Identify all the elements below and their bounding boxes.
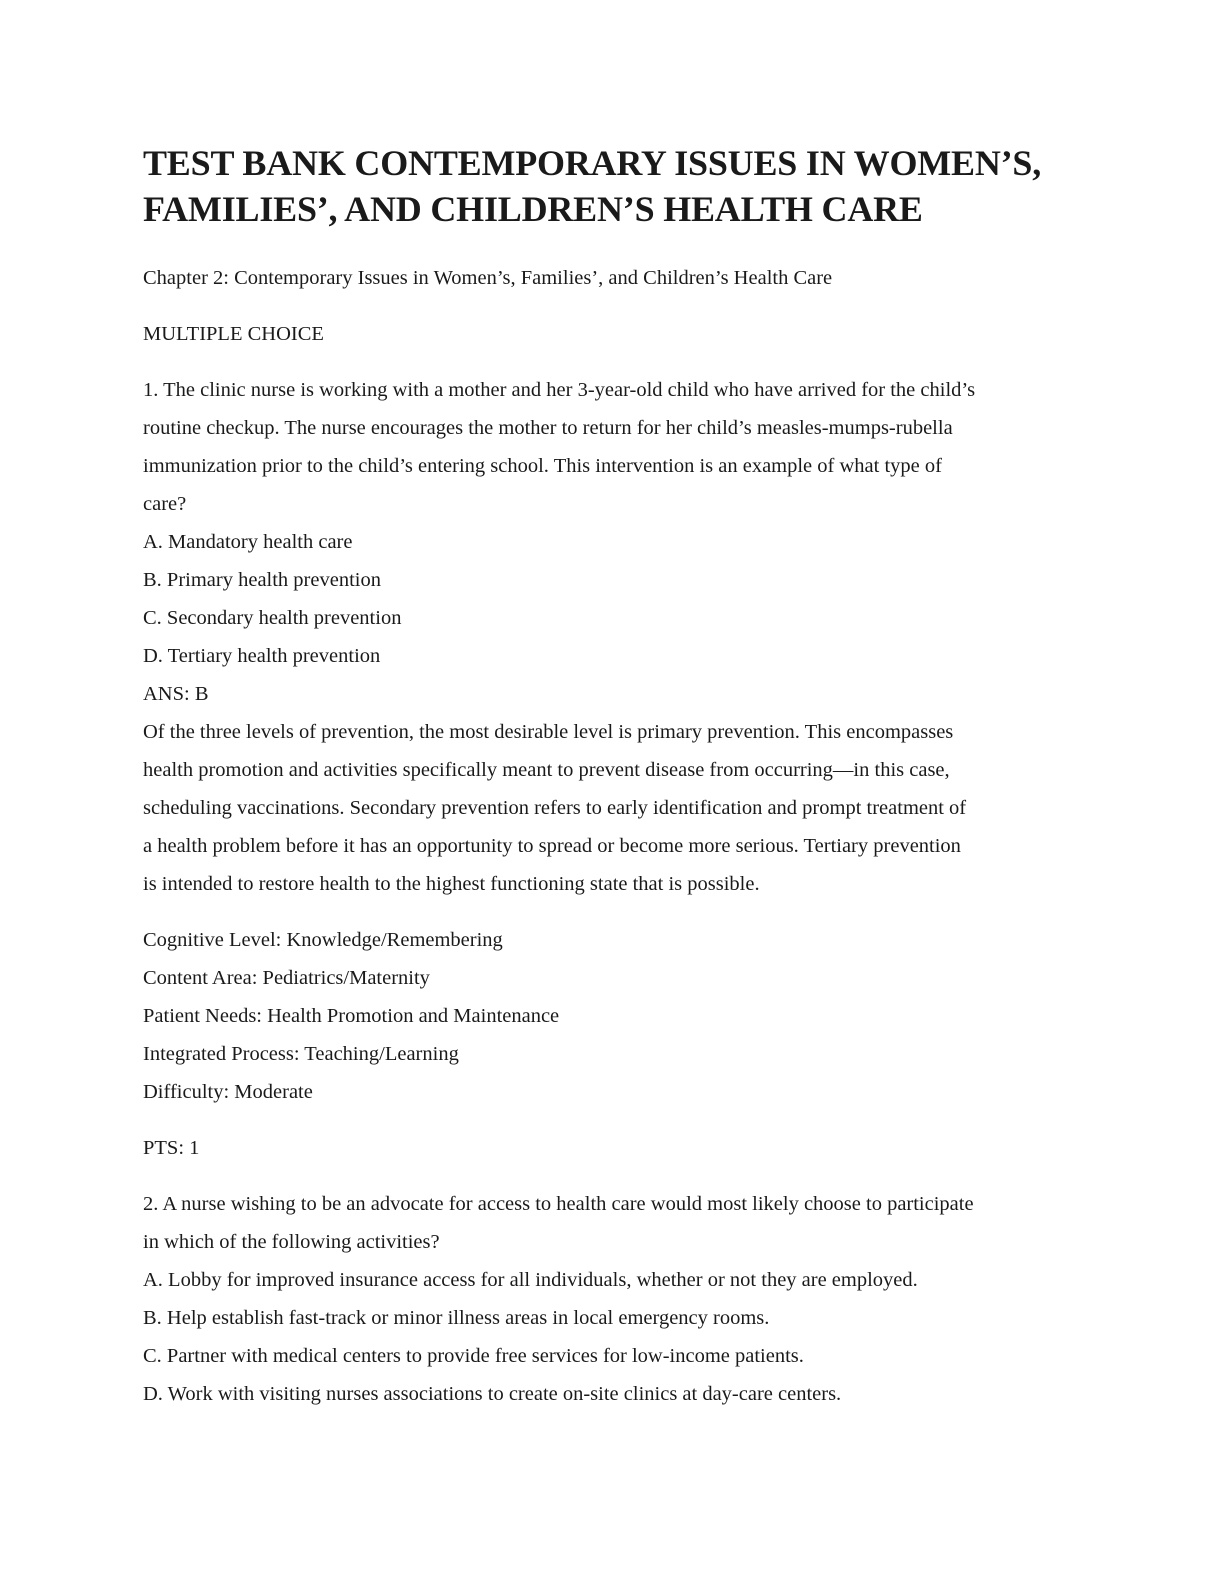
section-heading: MULTIPLE CHOICE xyxy=(143,323,324,345)
chapter-heading: Chapter 2: Contemporary Issues in Women’s, Families’, and Children’s Health Care xyxy=(143,267,833,289)
option-c: C. Secondary health prevention xyxy=(143,607,402,629)
question-2 xyxy=(143,1185,1083,1413)
question-1-rationale xyxy=(143,713,1083,903)
option-a: A. Mandatory health care xyxy=(143,531,353,553)
rationale-line: health promotion and activities specifically meant to prevent disease from occurring—in this case, xyxy=(143,759,950,781)
document-page xyxy=(143,140,1083,1413)
stem-line: care? xyxy=(143,493,187,515)
meta-difficulty: Difficulty: Moderate xyxy=(143,1081,313,1103)
stem-line: 2. A nurse wishing to be an advocate for access to health care would most likely choose to participate xyxy=(143,1193,974,1215)
option-b: B. Primary health prevention xyxy=(143,569,381,591)
stem-line: in which of the following activities? xyxy=(143,1231,440,1253)
question-1-points: PTS: 1 xyxy=(143,1137,200,1159)
rationale-line: Of the three levels of prevention, the most desirable level is primary prevention. This encompasses xyxy=(143,721,954,743)
rationale-line: a health problem before it has an opportunity to spread or become more serious. Tertiary prevention xyxy=(143,835,961,857)
title-line-2: FAMILIES’, AND CHILDREN’S HEALTH CARE xyxy=(143,189,923,229)
question-1-stem xyxy=(143,371,1083,523)
meta-integrated-process: Integrated Process: Teaching/Learning xyxy=(143,1043,459,1065)
question-1 xyxy=(143,371,1083,903)
meta-content-area: Content Area: Pediatrics/Maternity xyxy=(143,967,430,989)
rationale-line: scheduling vaccinations. Secondary prevention refers to early identification and prompt treatment of xyxy=(143,797,967,819)
question-1-meta xyxy=(143,921,1083,1111)
question-1-answer: ANS: B xyxy=(143,683,209,705)
stem-line: immunization prior to the child’s entering school. This intervention is an example of what type of xyxy=(143,455,942,477)
option-d: D. Tertiary health prevention xyxy=(143,645,381,667)
question-1-options xyxy=(143,523,1083,675)
option-c: C. Partner with medical centers to provide free services for low-income patients. xyxy=(143,1345,804,1367)
question-2-stem xyxy=(143,1185,1083,1261)
question-2-options xyxy=(143,1261,1083,1413)
option-a: A. Lobby for improved insurance access for all individuals, whether or not they are employed. xyxy=(143,1269,918,1291)
stem-line: 1. The clinic nurse is working with a mother and her 3-year-old child who have arrived for the child’s xyxy=(143,379,976,401)
option-d: D. Work with visiting nurses associations to create on-site clinics at day-care centers. xyxy=(143,1383,842,1405)
document-title xyxy=(143,140,1083,232)
rationale-line: is intended to restore health to the highest functioning state that is possible. xyxy=(143,873,760,895)
option-b: B. Help establish fast-track or minor illness areas in local emergency rooms. xyxy=(143,1307,770,1329)
meta-patient-needs: Patient Needs: Health Promotion and Maintenance xyxy=(143,1005,560,1027)
title-line-1: TEST BANK CONTEMPORARY ISSUES IN WOMEN’S, xyxy=(143,143,1042,183)
meta-cognitive-level: Cognitive Level: Knowledge/Remembering xyxy=(143,929,503,951)
stem-line: routine checkup. The nurse encourages the mother to return for her child’s measles-mumps-rubella xyxy=(143,417,953,439)
